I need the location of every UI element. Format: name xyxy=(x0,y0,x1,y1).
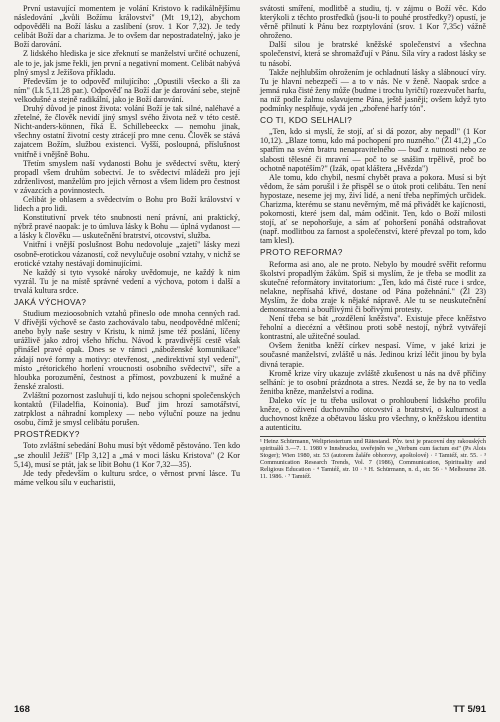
paragraph: Ne každý si tyto vysoké nároky uvědomuje, ne každý k nim vyzrál. Tu je na místě správné vedení a výchova, potom i další a trvalá kultura srdce. xyxy=(14,267,240,295)
paragraph: Jde tedy především o kulturu srdce, o věrnost první lásce. Tu máme velkou sílu v eucharistii, xyxy=(14,468,240,487)
paragraph: Třetím smyslem naší vydanosti Bohu je svědectví světu, který propadl všem druhům sobectví. Je to svědectví mládeži pro její zdrženlivost, manželům pro jejich věrnost a všem lidem pro čestnost v závazcích a povinnostech. xyxy=(14,158,240,195)
page-number: 168 xyxy=(14,704,30,715)
paragraph: Reforma asi ano, ale ne proto. Nebylo by moudré svěřit reformu školství propadlým žákům. Spíš si myslím, že je třeba se modlit za skutečné reformátory invitatorium: „Ten, kdo má čisté ruce i srdce, nelakne, nepřísahá křivé, dostane od Pána požehnání." (Žl 23) Myslím, že doba zraje k nějaké nápravě. Ale tu se neuskutečnění demonstracemi a bouřlivými či bořivými protesty. xyxy=(260,259,486,314)
paragraph: Kromě krize víry ukazuje zvláště zkušenost u nás na dvě příčiny selhání: je to osobní prázdnota a stres. Nezdá se, že by na to vedla ženitba kněze, manželství a rodina. xyxy=(260,368,486,396)
paragraph: Zvláštní pozornost zasluhují ti, kdo nejsou schopni společenských kontaktů (Filadelfia, Koinonia). Buď jim hrozí samotářství, zatrpklost a náhradní komplexy — nebo výluční pouze na jednu osobu, čímž je smysl celibátu porušen. xyxy=(14,390,240,428)
paragraph: Vnitřní i vnější poslušnost Bohu nedovoluje „zajetí" lásky mezi osobně-erotickou vázaností, což nevylučuje osobní vztahy, v nichž se erotické vztahy nestávají dominujícími. xyxy=(14,240,240,268)
paragraph: svátosti smíření, modlitbě a studiu, tj. v zájmu o Boží věc. Kdo kterýkoli z těchto prostředků (jsou-li to pouhé prostředky?) opustí, je věrně přilnutí k Pánu bez rozptylování (srov. 1 Kor 7,35c) vážně ohroženo. xyxy=(260,4,486,41)
paragraph: „Ten, kdo si myslí, že stojí, ať si dá pozor, aby nepadl" (1 Kor 10,12). „Blaze tomu, kdo má pochopení pro nuzného." (Žl 41,2) „Co spatřím na svém bratru nenapravitelného — buď z nutnosti nebo ze slabosti tělesné či mravní — poč to se snášim trpělivě, proč bo ochotně napotéším?" (Izák, opat kláštera „Hvězda") xyxy=(260,127,486,173)
paragraph: Toto zvláštní sebedání Bohu musí být vědomě pěstováno. Ten kdo „se zhoulil Ježíš" [Flp 3,12] a „má v moci lásku Kristova" (2 Kor 5,14), musí se ptát, jak se líbit Bohu (1 Kor 7,32—35). xyxy=(14,441,240,469)
paragraph: Konstitutivní prvek této snubnosti není právní, ani praktický, nýbrž pravé naopak: je to úmluva lásky k Bohu — úplná vydanost — a lásky k člověku — uskutečnění bratrství, otcovství, služba. xyxy=(14,213,240,241)
right-column xyxy=(260,4,486,481)
section-heading: CO TI, KDO SELHALI? xyxy=(260,115,353,126)
paragraph: Ovšem ženitba kněží církev nespasí. Víme, v jaké krizi je současné manželství, zvláště u nás. Jedinou krizí léčit jinou by byla divná terapie. xyxy=(260,341,486,369)
footnotes: ¹ Heinz Schürmann, Weltpriestertum und Rätestand. Pův. text je pracovní dny rakouských spirituálů 3.—7. 1. 1980 v Innsbrucku, uveřejněn ve „Verbum cum factum est" (Ps Alois Stoger); Wien 1980, str. 53 (autorem žaláře obhorovy, apoštolové) · ² Tamtéž, str. 55. · ³ Communication Research Trends, Vol. 7 (1986), Communication, Spirituality and Religious Education · ⁴ Tamtéž, str. 10 · ⁵ H. Schürmann, n. d., str. 56 · ⁶ Melbourne 28. 11. 1986. · ⁷ Tamtéž. xyxy=(260,438,486,480)
section-heading: JAKÁ VÝCHOVA? xyxy=(14,297,87,307)
paragraph: Studium mezioosobních vztahů přineslo ode mnoha cenných rad. V dřívější výchově se často zachovávalo tabu, neodpovědné mlčení; anebo byly naše sestry v Kristu, k nimž jsme též poslání, líčeny urážlivě jako zdroj všeho hříchu. Návod k pravdivější cestě však přinášel pravé opak. Dnes se v rámci „náboženské komunikace" zádají nové formy a motivy: otevřenost, „nedirektivní styl vedení", místo „rétorického horlení vroucnosti osobního svědectví", síře a hloubka porozumění, čestnost a přímost, povzbuzení k mužné a ženské zralosti. xyxy=(14,309,240,391)
paragraph: Celibát je ohlasem a svědectvím o Bohu pro Boží království v lidech a pro lidi. xyxy=(14,194,240,214)
paragraph: První ustavující momentem je volání Kristovo k radikálnějšímu následování „kvůli Božímu království" (Mt 19,12), abychom odpověděli na Boží lásku a zaslíbení (srov. 1 Kor 7,32). Je tedy celibát Boží dar a charizma. Je to ovšem dar nepostradatelný, jako je Boží darování. xyxy=(14,4,240,50)
paragraph: Druhý důvod je pinost života: volání Boží je tak silné, naléhavé a zřetelné, že člověk nevidí jiný smysl svého života než v této cestě. Nicht-anders-können, říká E. Schillebeeckx — nemohu jinak, všechny ostatní životní cesty ztrácejí pro mne cenu. Člověk se stává zajatcem Božím, službou existenci. Vyšší, posloupná, příslušnost vnitřně i vnějšně Bohu. xyxy=(14,104,240,159)
paragraph: Ale tomu, kdo chybil, nesmí chybět prava a pokora. Musí si být vědom, že sám porušil i že přispěl se o útok proti celibátu. Ten není hypostaze, neseme jej my, živí lidé, a není třeba nepřímých určidek. Charizma, kterému se stanu nevěrným, mě má přivádět ke kajícnosti, pokornosti, které jsem dal, mám odčinit. Ten, kdo o Boží milosti stojí, ať se nepohoršuje, a sám ať pohoršení ponáhá odstraňovat (např. modlitbou za farnost a společenství, které převzal po tom, kdo tam klesl). xyxy=(260,172,486,246)
paragraph: Z lidského hlediska je sice zřeknutí se manželství určité ochuzení, ale to je, jak jsme řekli, jen první a negativní moment. Celibát nabývá plný smysl z Ježíšova příkladu. xyxy=(14,49,240,77)
paragraph: Není třeba se bát „rozdělení kněžstva". Existuje přece kněžstvo řeholní a diecézní a většinou proti sobě nestojí, nýbrž vytvářejí kontrastní, ale užitečné soulad. xyxy=(260,314,486,342)
left-column xyxy=(14,4,240,487)
paragraph: Takže nejhlubším ohrožením je ochladnutí lásky a slábnoucí víry. Tu je hlavní nebezpečí — a to v nás. Ne v ženě. Naopak srdce a jemná ruka čisté ženy může (budme i trochu lyričtí) rozezvučet harfu, na níž podle žalmu oslavujeme Pána, ještě jasněji; ovšem když tyto podmínky nesplňuje, vydá jen „zbořené harfy tón". xyxy=(260,67,486,114)
paragraph: Daleko víc je tu třeba usilovat o prohloubení lidského profilu kněze, o oživení duchovního otcovství a bratrství, o kulturnost a duchovnost kněze a obětavou lásku pro všechny, o kněžskou identitu a autenticitu. xyxy=(260,395,486,433)
section-heading: PROSTŘEDKY? xyxy=(14,429,80,440)
paragraph: Především je to odpověď milujícího: „Opustili všecko a šli za ním" (Lk 5,11.28 par.). Odpověď na Boží dar je darování sebe, stejně velkodušné a stejně radikální, jako je Boží darování. xyxy=(14,76,240,104)
issue-label: TT 5/91 xyxy=(453,704,486,715)
paragraph: Další silou je bratrské kněžské společenství a všechna společenství, která se shromažďují v Pánu. Síla víry a radost lásky se tu násobí. xyxy=(260,40,486,68)
right-column-body xyxy=(260,4,486,432)
section-heading: PROTO REFORMA? xyxy=(260,247,343,258)
